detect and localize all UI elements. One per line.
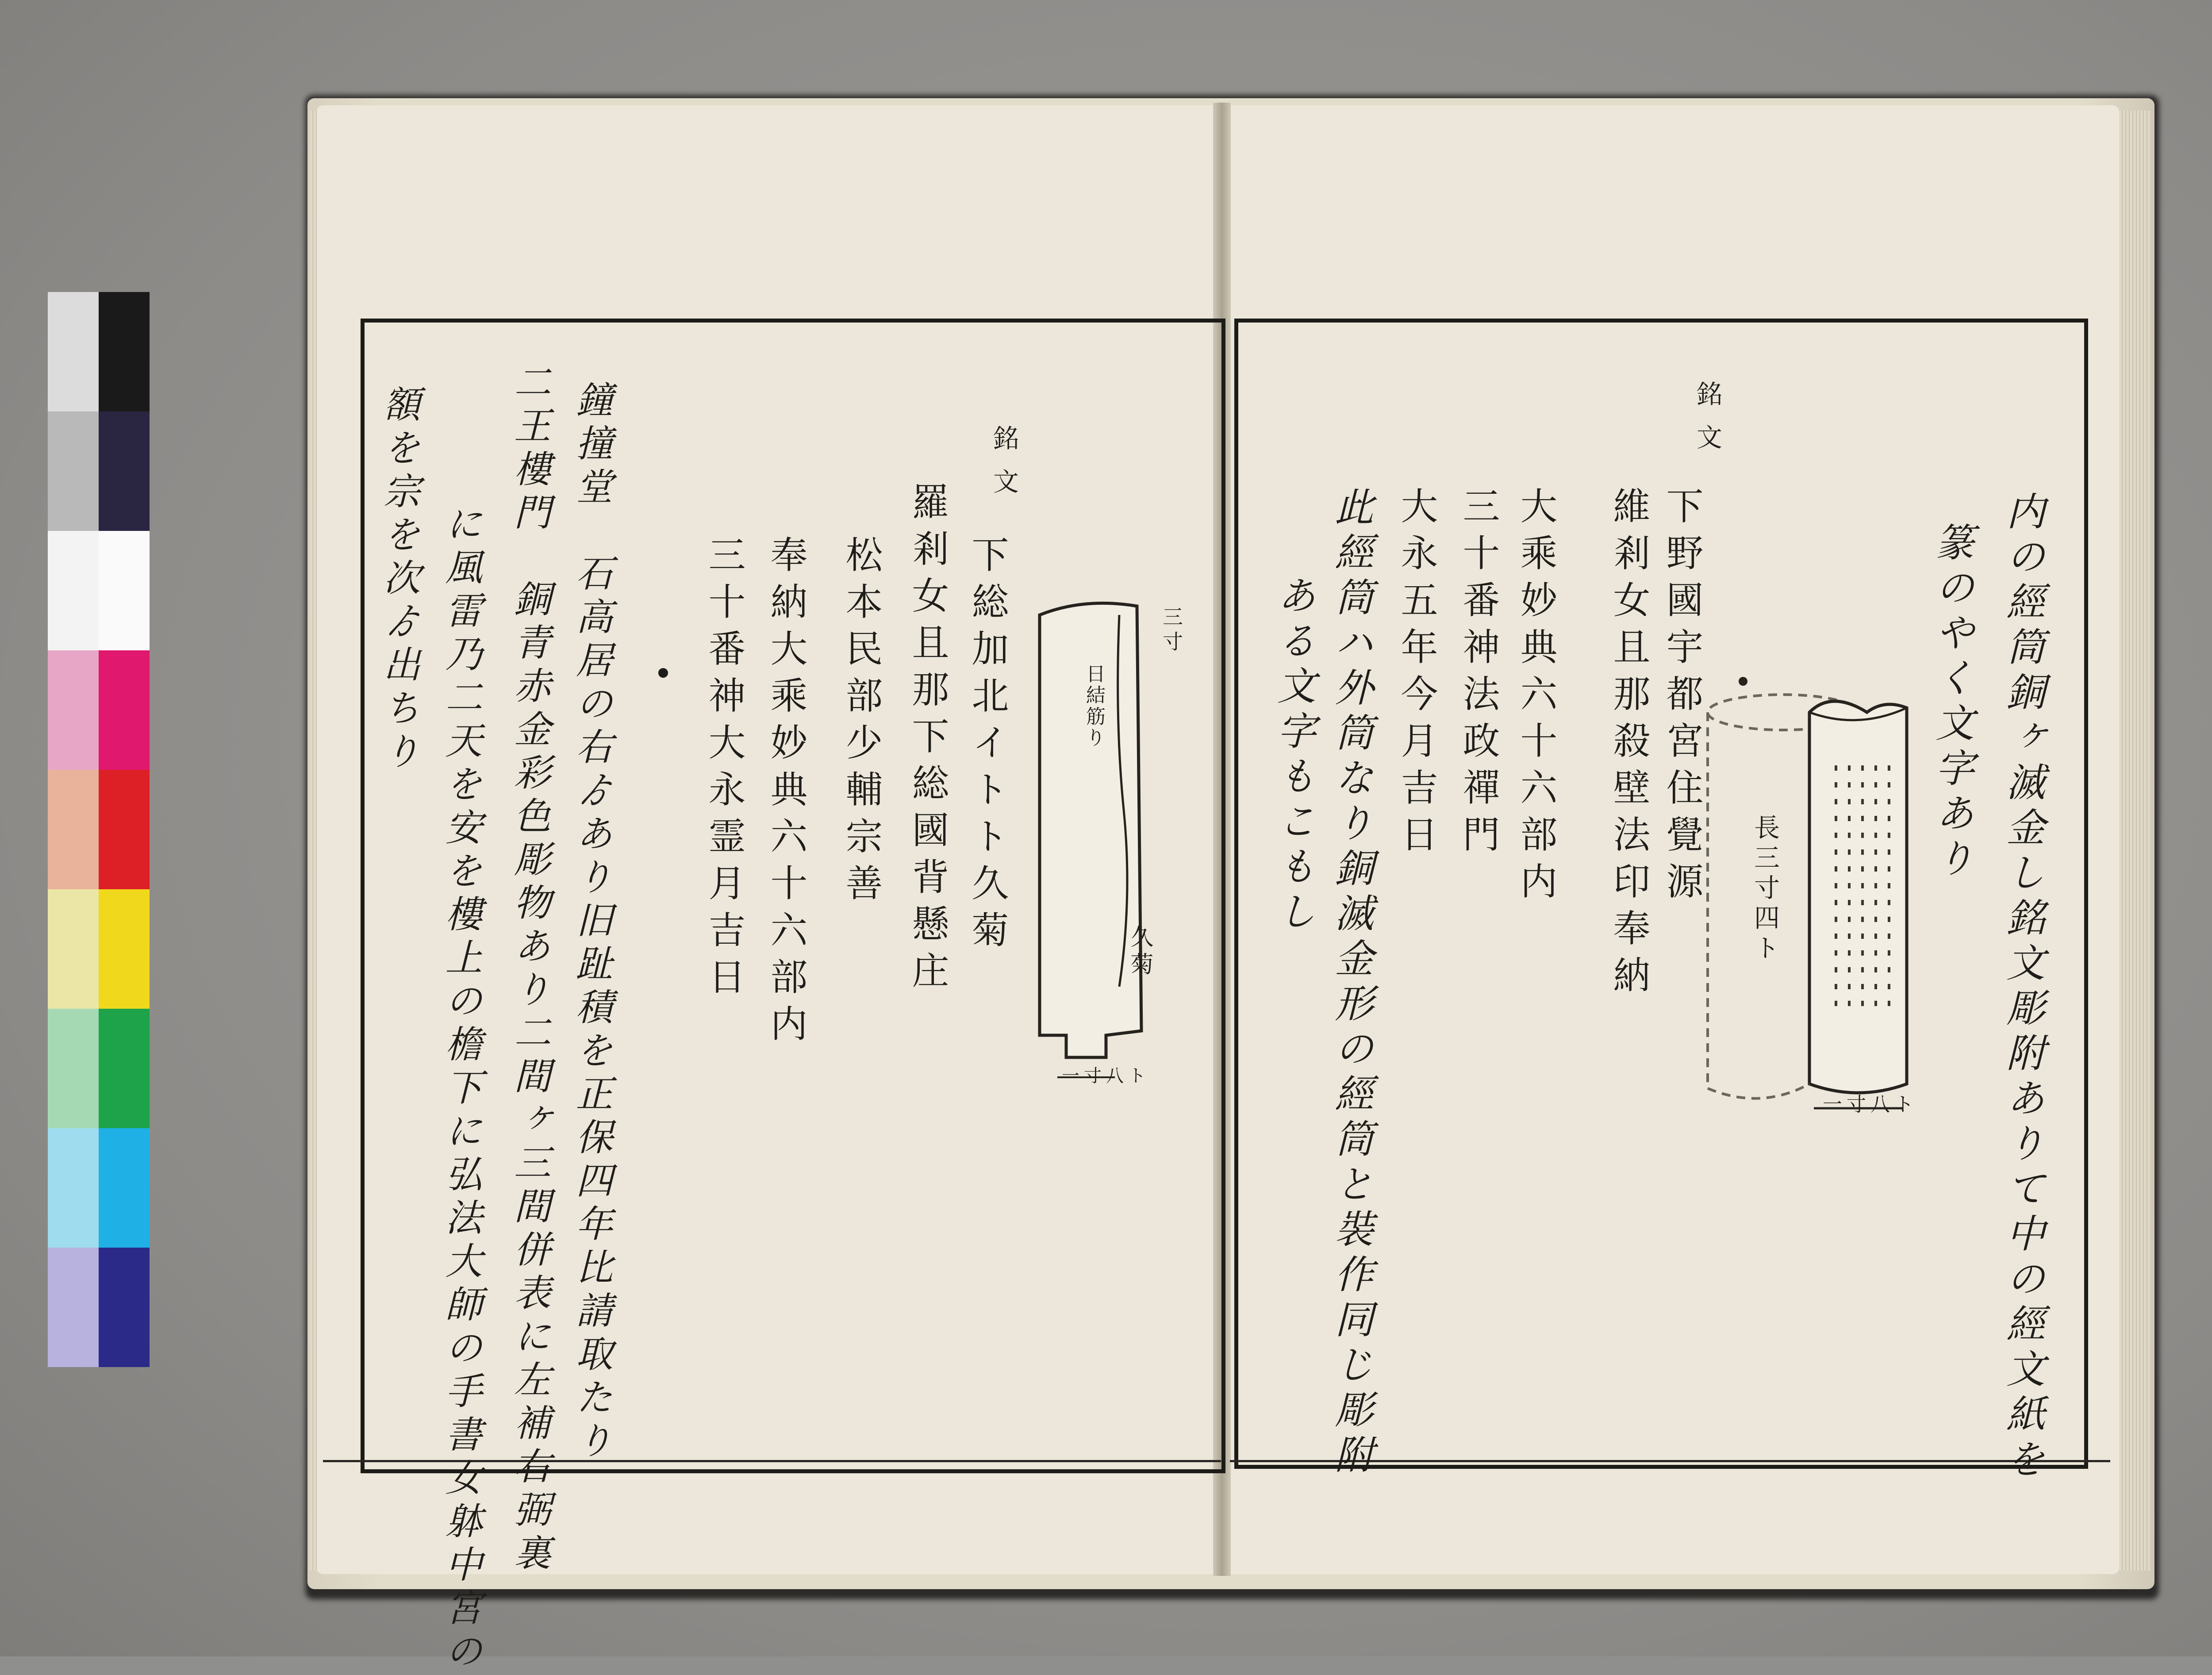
right-inscription-line-2: 維剎女且那殺壁法印奉納 [1607,487,1651,1003]
color-calibration-strip [48,292,150,1367]
right-inscription-line-5: 大永五年今月吉日 [1395,487,1438,862]
ink-dot-mark [658,668,668,678]
left-figure-top-label: 三寸 [1160,606,1183,656]
right-intro-line-1: 内の經筒銅ヶ滅金し銘文彫附ありて中の經文紙を [2000,491,2046,1484]
right-note-line-2: ある文字もこもし [1271,575,1317,936]
right-page-edges [2119,111,2150,1571]
right-inscription-line-4: 三十番神法政禪門 [1457,487,1500,862]
left-commentary-line-1: 鐘撞堂 石高居の右ゟあり旧趾積を正保四年比請取たり [570,380,613,1464]
right-inscription-line-3: 大乘妙典六十六部内 [1514,487,1558,909]
left-inscription-line-1: 下総加北イトト久菊 [966,535,1009,957]
right-figure-bottom-label: 一寸八ト [1823,1093,1918,1116]
right-inscription-line-1: 下野國宇都宮住覺源 [1660,487,1704,909]
right-figure-length-label: 長三寸四ト [1750,814,1780,964]
left-inscription-line-4: 奉納大乘妙典六十六部内 [764,535,808,1051]
left-inscription-line-5: 三十番神大永霊月吉日 [703,535,746,1004]
sutra-tube-illustration [1699,664,1982,1133]
right-intro-line-2: 篆のやく文字あり [1929,522,1975,883]
left-commentary-line-3: に風雷乃二天を安を樓上の檐下に弘法大師の手書女躰中宮の [439,504,483,1675]
right-note-line-1: 此經筒ハ外筒なり銅滅金形の經筒と裝作同じ彫附 [1329,487,1374,1479]
left-figure-inner-label: 日結筋り [1083,664,1105,749]
right-inscription-heading: 銘文 [1692,380,1722,467]
left-figure-bottom-label: 一寸八ト [1062,1066,1150,1086]
left-inscription-line-3: 松本民部少輔宗善 [840,535,883,910]
left-commentary-line-4: 額を宗を次ゟ出ちり [377,385,421,775]
left-inscription-line-2: 羅剎女且那下総國背懸庄 [906,482,949,998]
left-inscription-heading: 銘文 [989,425,1019,511]
left-commentary-line-2: 二王樓門 銅青赤金彩色彫物あり二間ヶ三間併表に左補右弼裏 [508,363,551,1577]
left-figure-side-label: 久菊 [1126,925,1153,980]
